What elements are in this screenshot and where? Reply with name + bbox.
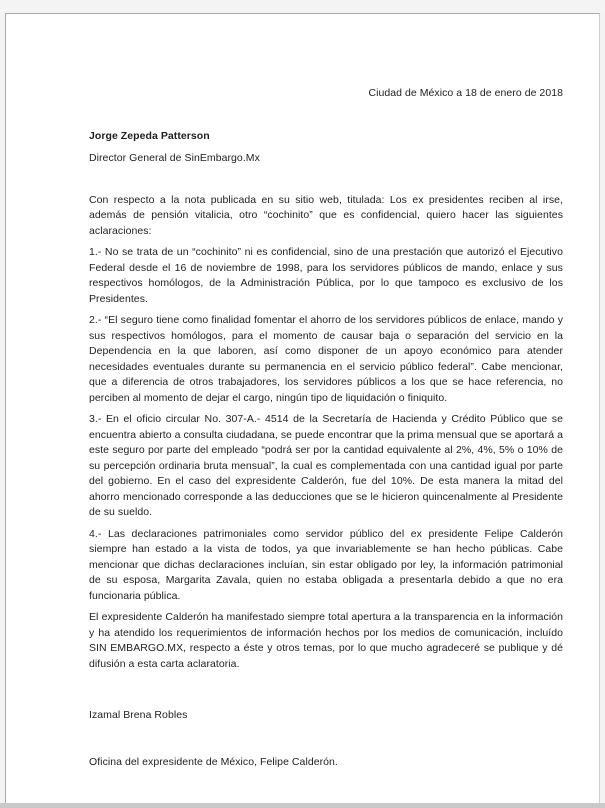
date-line: Ciudad de México a 18 de enero de 2018 (368, 87, 563, 99)
signature-name: Izamal Brena Robles (89, 709, 188, 721)
intro-paragraph: Con respecto a la nota publicada en su sitio web, titulada: Los ex presidentes reciben al irse, además de pensión vitalicia, otro “cochinito” que es confidencial, quiero hacer las siguientes aclaraciones: (89, 193, 563, 237)
recipient-name: Jorge Zepeda Patterson (89, 129, 210, 142)
paragraph-point-3: 3.- En el oficio circular No. 307-A.- 4514 de la Secretaría de Hacienda y Crédito Público que se encuentra abierto a consulta ciudadana, se puede encontrar que la prima mensual que se aportará a este seguro por parte del empleado “podrá ser por la cantidad equivalente al 2%, 4%, 5% o 10% de su percepción ordinaria bruta mensual”, la cual es complementada con una cantidad igual por parte del gobierno. En el caso del expresidente Calderón, fue del 10%. De esta manera la mitad del ahorro mencionado corresponde a las deducciones que se le hicieron quincenalmente al Presidente de su sueldo. (89, 413, 563, 518)
recipient-title: Director General de SinEmbargo.Mx (89, 152, 260, 164)
paragraph-point-2: 2.- “El seguro tiene como finalidad fomentar el ahorro de los servidores públicos de enlace, mando y sus respectivos homólogos, para el momento de causar baja o separación del servicio en la Dependencia en la que laboren, así como disponer de un apoyo económico para atender necesidades eventuales durante su permanencia en el servicio público federal”. Cabe mencionar, que a diferencia de otros trabajadores, los servidores públicos a los que se hace referencia, no perciben al momento de dejar el cargo, ningún tipo de liquidación o finiquito. (89, 314, 563, 404)
paragraph-point-4: 4.- Las declaraciones patrimoniales como servidor público del ex presidente Felipe Calderón siempre han estado a la vista de todos, ya que invariablemente se han hecho públicas. Cabe mencionar que dichas declaraciones incluían, sin estar obligado por ley, la información patrimonial de su esposa, Margarita Zavala, quien no estaba obligada a presentarla debido a que no era funcionaria pública. (89, 527, 563, 602)
viewer-bottom-edge (0, 803, 605, 808)
letter-content (6, 86, 599, 770)
closing-paragraph: El expresidente Calderón ha manifestado siempre total apertura a la transparencia en la información y ha atendido los requerimientos de información hechos por los medios de comunicación, incluído SIN EMBARGO.MX, respecto a éste y otros temas, por lo que mucho agradeceré se publique y dé difusión a esta carta aclaratoria. (89, 611, 563, 670)
paragraph-point-1: 1.- No se trata de un “cochinito” ni es confidencial, sino de una prestación que autorizó el Ejecutivo Federal desde el 16 de noviembre de 1998, para los servidores públicos de mando, enlace y sus respectivos homólogos, de la Administración Pública, por lo que tampoco es exclusivo de los Presidentes. (89, 246, 563, 305)
viewer-top-edge (0, 0, 605, 13)
letter-page (5, 13, 600, 803)
signature-office: Oficina del expresidente de México, Felipe Calderón. (89, 755, 338, 768)
